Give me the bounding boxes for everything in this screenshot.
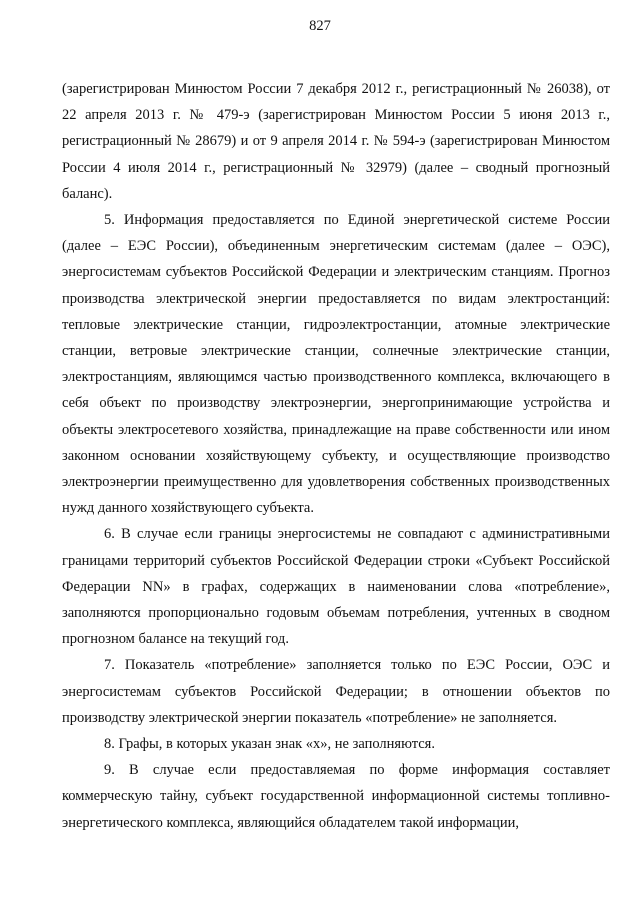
paragraph-5: 5. Информация предоставляется по Единой энергетической системе России (далее – ЕЭС России), объединенным энергетическим системам (далее – ОЭС), энергосистемам субъектов Российской Федерации и электрическим станциям. Прогноз производства электрической энергии предоставляется по видам электростанций: тепловые электрические станции, гидроэлектростанции, атомные электрические станции, ветровые электрические станции, солнечные электрические станции, электростанциям, являющимся частью производственного комплекса, включающего в себя объект по производству электроэнергии, энергопринимающие устройства и объекты электросетевого хозяйства, принадлежащие на праве собственности или ином законном основании хозяйствующему субъекту, и осуществляющие производство электроэнергии преимущественно для удовлетворения собственных производственных нужд данного хозяйствующего субъекта. [62, 212, 610, 517]
paragraph-7: 7. Показатель «потребление» заполняется только по ЕЭС России, ОЭС и энергосистемам субъектов Российской Федерации; в отношении объектов по производству электрической энергии показатель «потребление» не заполняется. [62, 657, 610, 726]
page-number: 827 [309, 18, 331, 34]
paragraph-6: 6. В случае если границы энергосистемы не совпадают с административными границами территорий субъектов Российской Федерации строки «Субъект Российской Федерации NN» в графах, содержащих в наименовании слова «потребление», заполняются пропорционально годовым объемам потребления, учтенных в сводном прогнозном балансе на текущий год. [62, 526, 610, 648]
body-text [62, 76, 610, 836]
paragraph-8: 8. Графы, в которых указан знак «х», не заполняются. [104, 736, 435, 753]
paragraph-continuation: (зарегистрирован Минюстом России 7 декабря 2012 г., регистрационный № 26038), от 22 апреля 2013 г. № 479-э (зарегистрирован Минюстом России 5 июня 2013 г., регистрационный № 28679) и от 9 апреля 2014 г. № 594-э (зарегистрирован Минюстом России 4 июля 2014 г., регистрационный № 32979) (далее – сводный прогнозный баланс). [62, 81, 610, 202]
paragraph-9: 9. В случае если предоставляемая по форме информация составляет коммерческую тайну, субъект государственной информационной системы топливно-энергетического комплекса, являющийся обладателем такой информации, [62, 762, 610, 831]
